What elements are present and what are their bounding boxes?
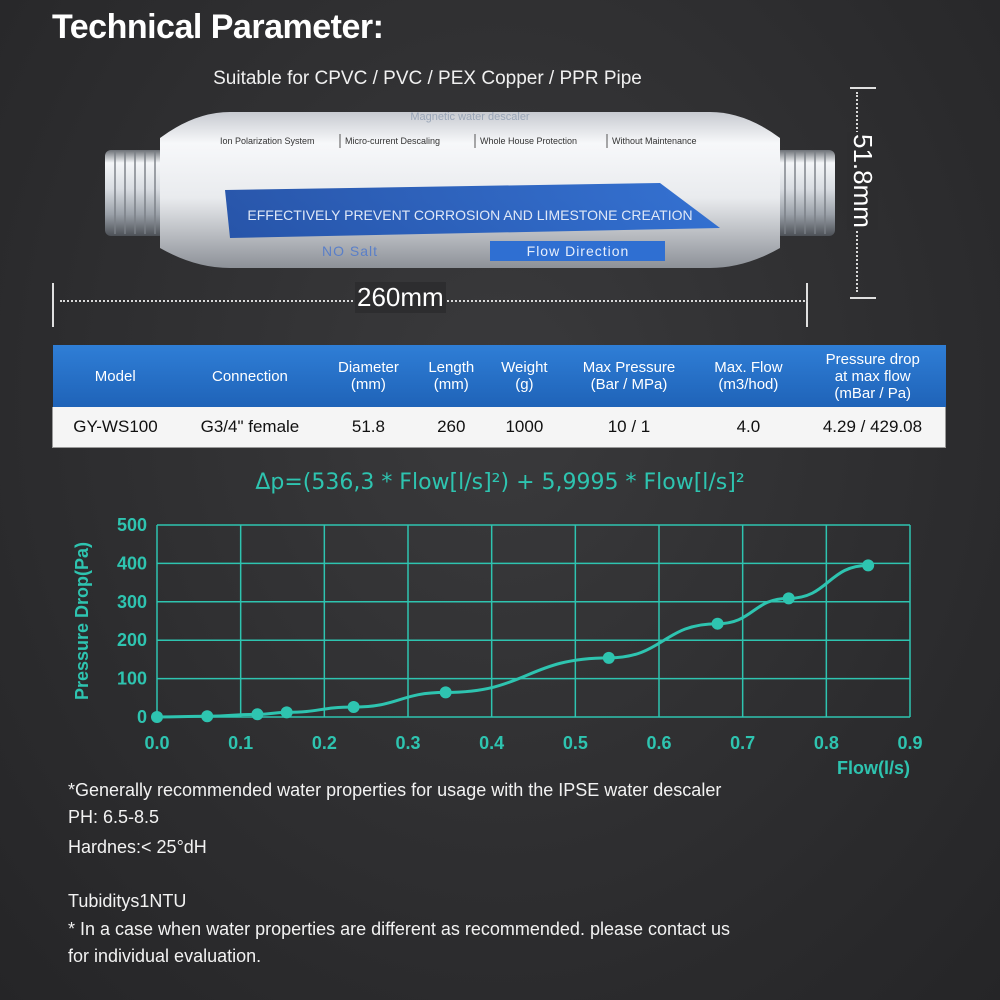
data-point — [281, 706, 293, 718]
header-pressure-drop: Pressure drop at max flow (mBar / Pa) — [800, 345, 946, 407]
length-tick-right — [806, 283, 808, 327]
y-tick-label: 100 — [116, 668, 147, 689]
data-point — [348, 701, 360, 713]
no-salt-text: NO Salt — [321, 243, 379, 259]
y-tick-label: 400 — [116, 553, 147, 574]
data-point — [862, 559, 874, 571]
header-max-flow: Max. Flow (m3/hod) — [697, 345, 800, 407]
feature-text: Micro-current Descaling — [345, 136, 441, 146]
header-length: Length (mm) — [415, 345, 488, 407]
x-tick-label: 0.9 — [897, 733, 923, 753]
cell-max-flow: 4.0 — [697, 407, 800, 448]
cell-length: 260 — [415, 407, 488, 448]
y-axis-label: Pressure Drop(Pa) — [72, 541, 92, 701]
flow-direction-text: Flow Direction — [526, 243, 630, 259]
diameter-tick-bottom — [850, 297, 876, 299]
product-brand-text: Magnetic water descaler — [410, 111, 530, 123]
cell-max-pressure: 10 / 1 — [561, 407, 697, 448]
cell-diameter: 51.8 — [322, 407, 415, 448]
y-tick-label: 500 — [116, 515, 147, 535]
recommendation-note: *Generally recommended water properties for usage with the IPSE water descaler — [68, 780, 722, 800]
header-connection: Connection — [178, 345, 322, 407]
x-tick-label: 0.1 — [228, 733, 254, 753]
table-header-row — [53, 345, 946, 407]
feature-text: Whole House Protection — [480, 136, 578, 146]
x-tick-label: 0.5 — [562, 733, 588, 753]
y-tick-label: 300 — [116, 591, 147, 612]
x-tick-label: 0.6 — [646, 733, 672, 753]
data-point — [783, 592, 795, 604]
ph-note: PH: 6.5-8.5 — [68, 807, 160, 827]
x-tick-label: 0.3 — [395, 733, 421, 753]
turbidity-note: Tubiditys1NTU — [68, 891, 187, 911]
cell-pressure-drop: 4.29 / 429.08 — [800, 407, 946, 448]
pressure-drop-formula: Δp=(536,3 * Flow[l/s]²) + 5,9995 * Flow[l/s]² — [255, 470, 745, 495]
feature-text: Without Maintenance — [612, 136, 697, 146]
data-point — [712, 618, 724, 630]
x-tick-label: 0.7 — [730, 733, 756, 753]
x-tick-label: 0.0 — [144, 733, 170, 753]
pipe-compatibility-text: Suitable for CPVC / PVC / PEX Copper / PPR Pipe — [213, 68, 642, 89]
data-point — [251, 708, 263, 720]
header-diameter: Diameter (mm) — [322, 345, 415, 407]
data-point — [603, 652, 615, 664]
diameter-dimension-label: 51.8mm — [848, 134, 878, 228]
y-tick-label: 200 — [116, 630, 147, 651]
page-title: Technical Parameter: — [52, 8, 384, 46]
x-tick-label: 0.2 — [311, 733, 337, 753]
product-band-text: EFFECTIVELY PREVENT CORROSION AND LIMESTONE CREATION — [247, 207, 693, 223]
hardness-note: Hardnes:< 25°dH — [68, 837, 207, 857]
cell-connection: G3/4" female — [178, 407, 322, 448]
length-dimension-label: 260mm — [357, 282, 444, 312]
diameter-tick-top — [850, 87, 876, 89]
series-line — [157, 565, 868, 717]
header-model: Model — [53, 345, 178, 407]
cell-model: GY-WS100 — [53, 407, 178, 448]
header-weight: Weight (g) — [488, 345, 561, 407]
length-tick-left — [52, 283, 54, 327]
spec-table — [52, 345, 946, 448]
feature-text: Ion Polarization System — [220, 136, 315, 146]
x-axis-label: Flow(l/s) — [837, 758, 910, 778]
y-tick-label: 0 — [136, 707, 147, 727]
table-row — [53, 407, 946, 448]
data-point — [151, 711, 163, 723]
x-tick-label: 0.4 — [479, 733, 505, 753]
x-tick-label: 0.8 — [813, 733, 839, 753]
descaler-product-image — [100, 108, 840, 273]
contact-note-cont: for individual evaluation. — [68, 946, 262, 966]
data-point — [201, 710, 213, 722]
pressure-drop-chart — [60, 505, 940, 785]
data-point — [440, 686, 452, 698]
header-max-pressure: Max Pressure (Bar / MPa) — [561, 345, 697, 407]
contact-note: * In a case when water properties are different as recommended. please contact us — [68, 919, 731, 939]
cell-weight: 1000 — [488, 407, 561, 448]
